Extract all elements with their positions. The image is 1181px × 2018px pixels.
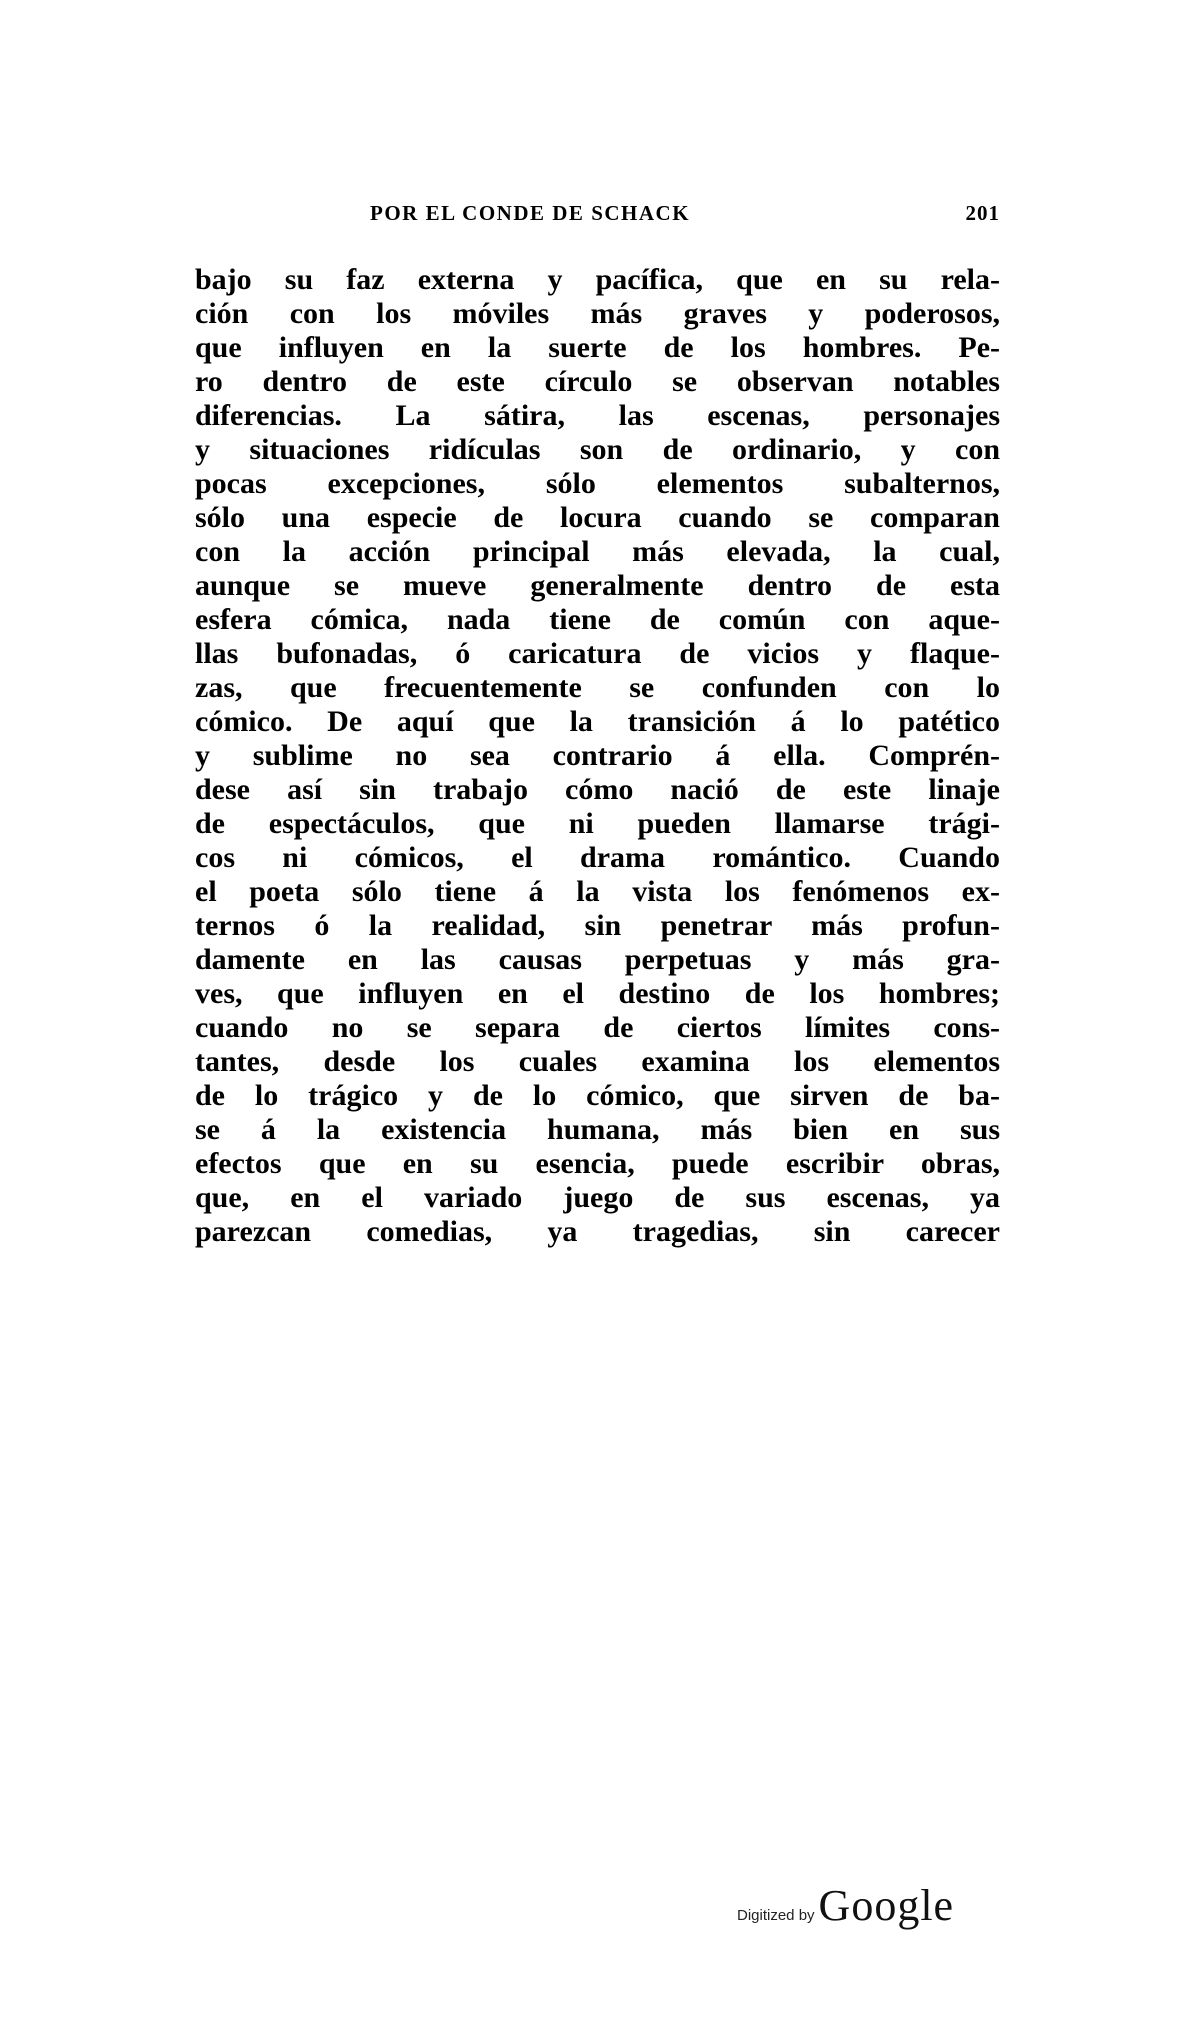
page-number: 201	[965, 201, 1000, 225]
running-title: POR EL CONDE DE SCHACK	[370, 201, 691, 225]
text-line: damente en las causas perpetuas y más gra-	[195, 943, 1000, 976]
text-line: tantes, desde los cuales examina los elementos	[195, 1045, 1000, 1078]
text-line: ternos ó la realidad, sin penetrar más profun-	[195, 909, 1000, 942]
text-line: ción con los móviles más graves y poderosos,	[195, 297, 1000, 330]
text-line: sólo una especie de locura cuando se comparan	[195, 501, 1000, 534]
text-line: que influyen en la suerte de los hombres. Pe-	[195, 331, 1000, 364]
text-line: y sublime no sea contrario á ella. Comprén-	[195, 739, 1000, 772]
watermark-prefix: Digitized by	[737, 1907, 815, 1924]
text-line: esfera cómica, nada tiene de común con aque-	[195, 603, 1000, 636]
text-line: se á la existencia humana, más bien en sus	[195, 1113, 1000, 1146]
text-line: aunque se mueve generalmente dentro de esta	[195, 569, 1000, 602]
text-line: y situaciones ridículas son de ordinario, y con	[195, 433, 1000, 466]
body-text	[195, 263, 1000, 1249]
text-line: dese así sin trabajo cómo nació de este linaje	[195, 773, 1000, 806]
text-line: cómico. De aquí que la transición á lo patético	[195, 705, 1000, 738]
text-line: pocas excepciones, sólo elementos subalternos,	[195, 467, 1000, 500]
text-line: el poeta sólo tiene á la vista los fenómenos ex-	[195, 875, 1000, 908]
text-line: llas bufonadas, ó caricatura de vicios y flaque-	[195, 637, 1000, 670]
text-line: con la acción principal más elevada, la cual,	[195, 535, 1000, 568]
text-line: de lo trágico y de lo cómico, que sirven de ba-	[195, 1079, 1000, 1112]
text-line: zas, que frecuentemente se confunden con lo	[195, 671, 1000, 704]
text-line: cuando no se separa de ciertos límites cons-	[195, 1011, 1000, 1044]
text-line: diferencias. La sátira, las escenas, personajes	[195, 399, 1000, 432]
google-logo: Google	[818, 1881, 955, 1930]
text-line: ves, que influyen en el destino de los hombres;	[195, 977, 1000, 1010]
text-line: parezcan comedias, ya tragedias, sin carecer	[195, 1215, 1000, 1248]
text-line: que, en el variado juego de sus escenas, ya	[195, 1181, 1000, 1214]
text-line: cos ni cómicos, el drama romántico. Cuando	[195, 841, 1000, 874]
text-line: ro dentro de este círculo se observan notables	[195, 365, 1000, 398]
text-line: bajo su faz externa y pacífica, que en su rela-	[195, 263, 1000, 296]
text-line: efectos que en su esencia, puede escribir obras,	[195, 1147, 1000, 1180]
running-header	[370, 201, 1000, 229]
text-line: de espectáculos, que ni pueden llamarse trági-	[195, 807, 1000, 840]
digitized-by-google-watermark	[737, 1880, 954, 1930]
